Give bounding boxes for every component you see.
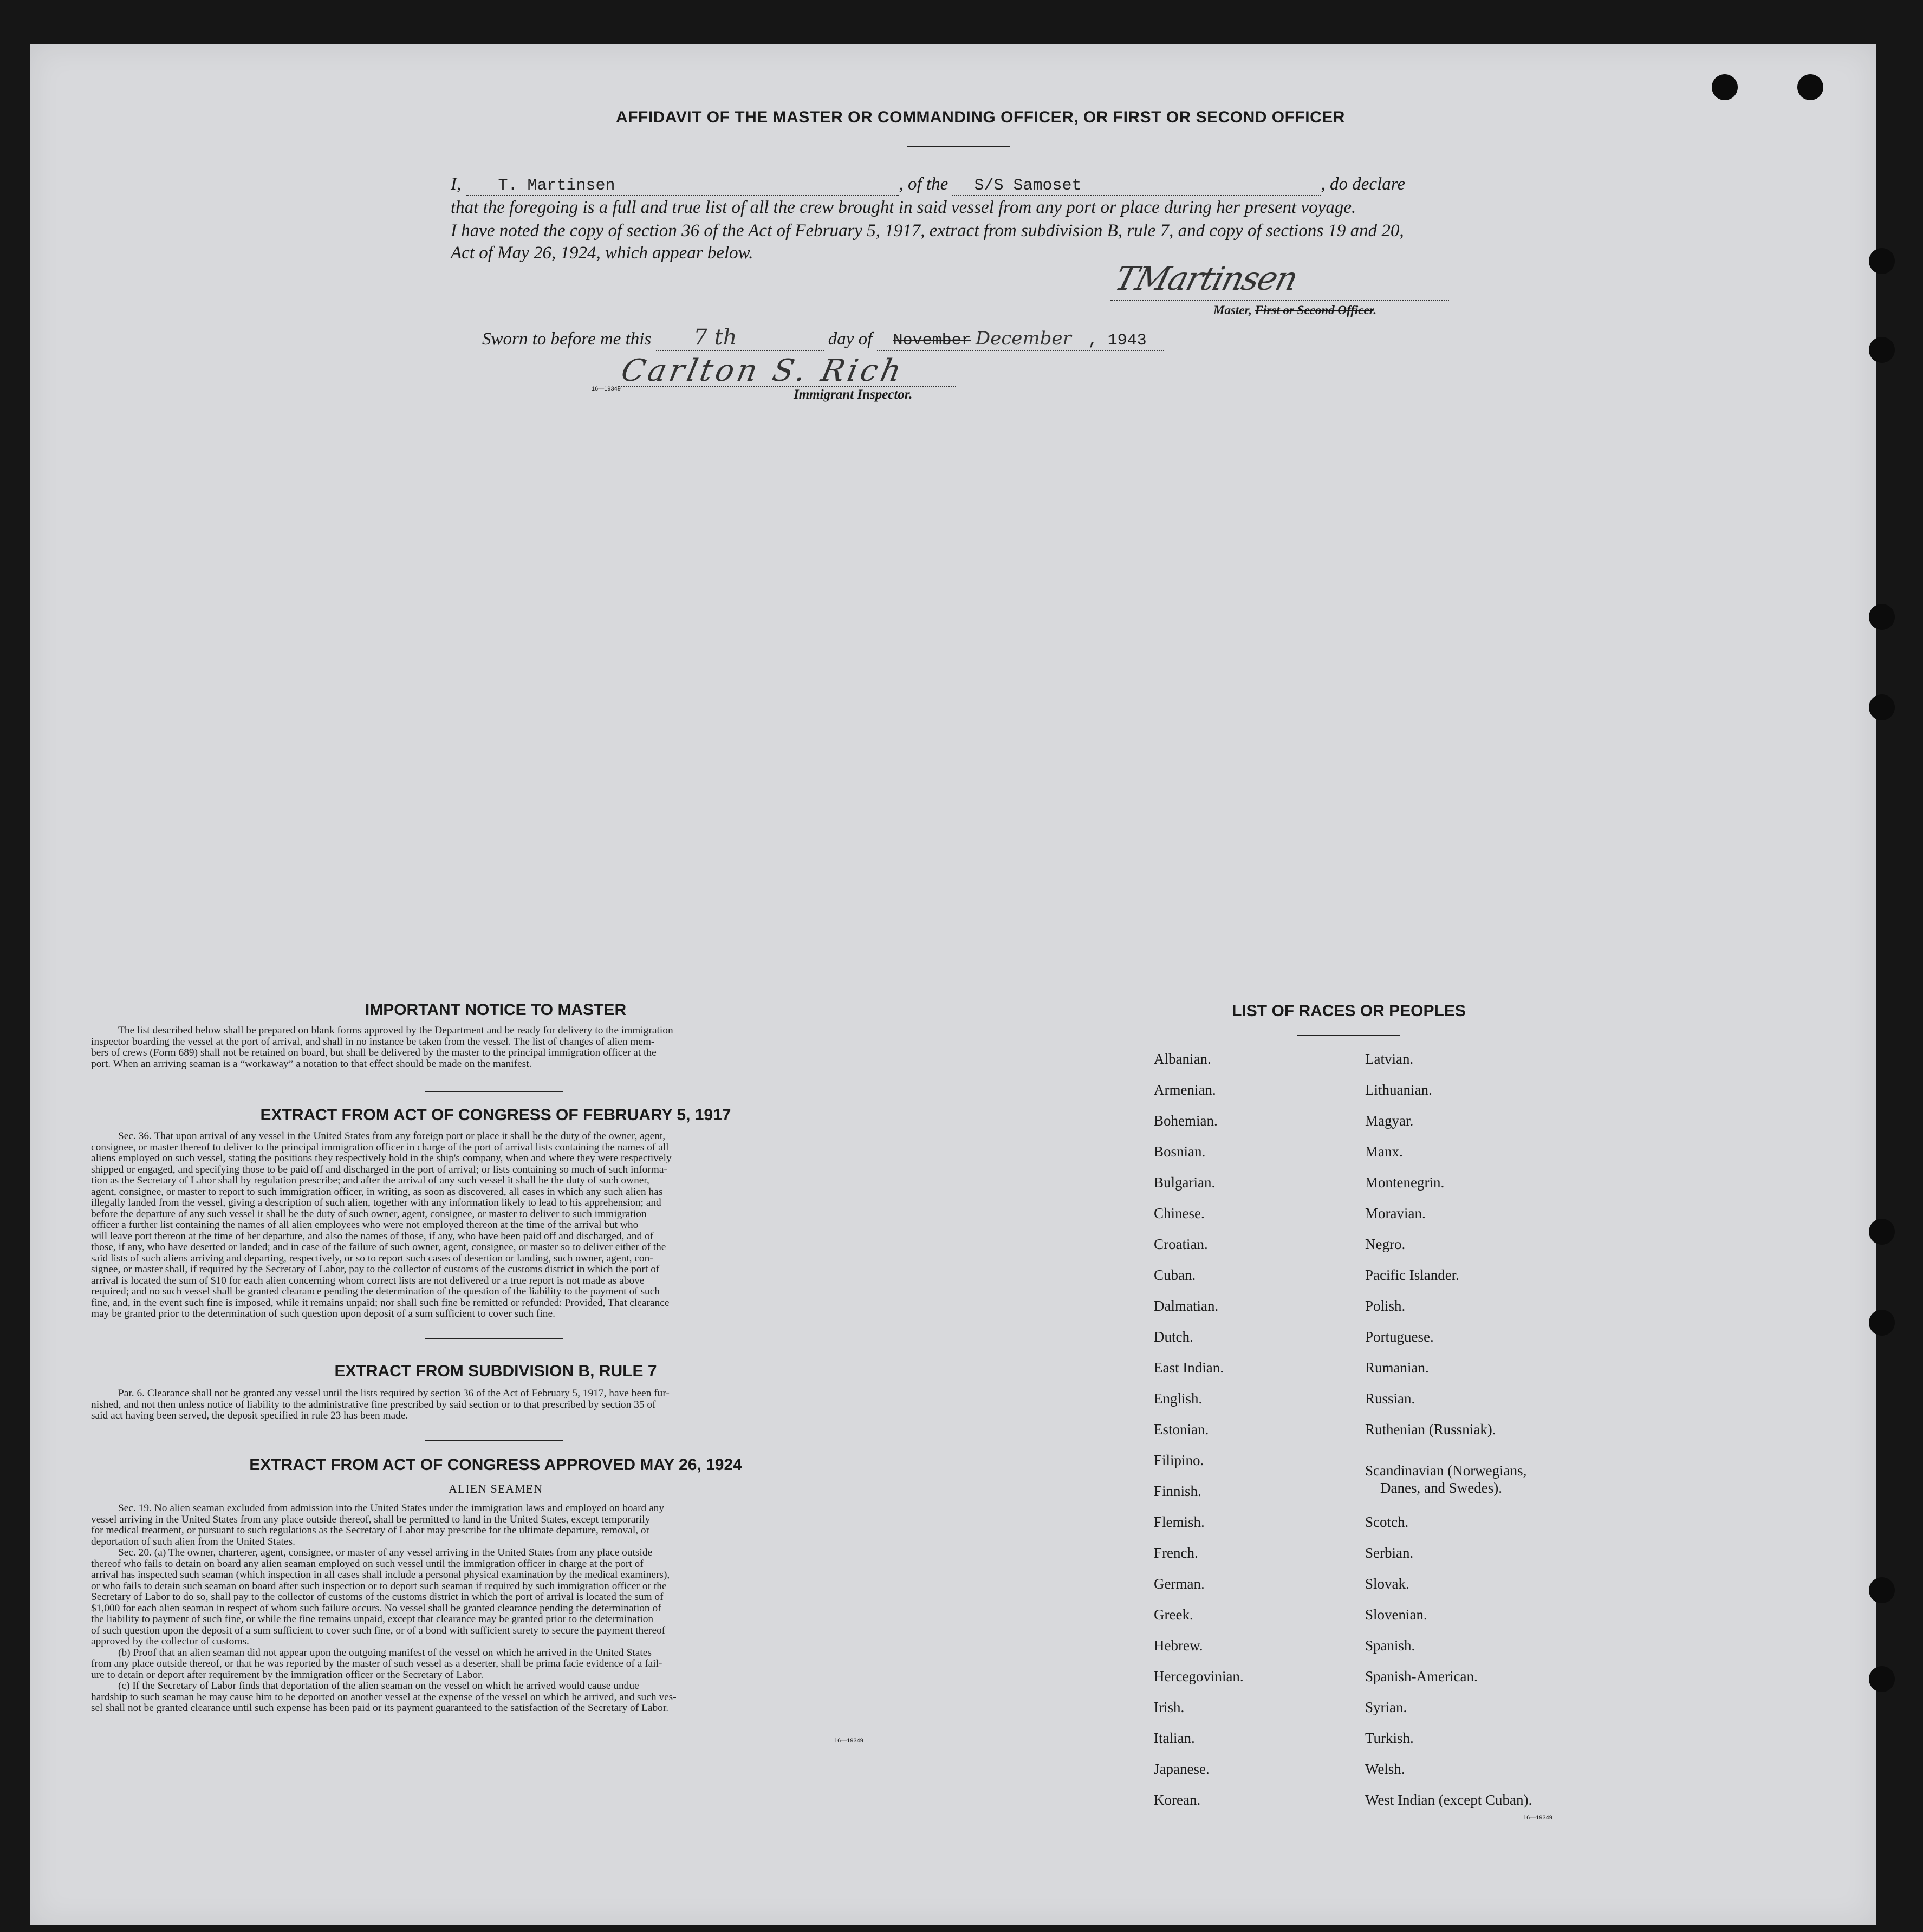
extract-1917-body — [91, 1131, 896, 1320]
form-number: 16—19349 — [834, 1738, 863, 1744]
line1-prefix: I, — [451, 174, 462, 194]
form-number: 16—19349 — [592, 386, 621, 392]
law-line: $1,000 for each alien seaman in respect of whom such failure occurs. No vessel shall be granted clearance pending the determination of — [91, 1602, 661, 1614]
punch-hole — [1869, 1310, 1895, 1336]
month-handwritten: December — [975, 328, 1071, 349]
law-line: signee, or master shall, if required by the Secretary of Labor, pay to the collector of customs of the customs district in which the port of — [91, 1264, 660, 1275]
law-line: Sec. 20. (a) The owner, charterer, agent, consignee, or master of any vessel arriving in the United States from any place outside — [118, 1547, 653, 1558]
race-item: Korean. — [1154, 1792, 1201, 1808]
signature-caption: Master, First or Second Officer. — [1213, 303, 1377, 317]
law-line: ure to detain or deport after requirement by the immigration officer or the Secretary of Labor. — [91, 1669, 484, 1681]
inspector-caption: Immigrant Inspector. — [794, 387, 913, 402]
race-item: Irish. — [1154, 1699, 1185, 1715]
inspector-signature: Carlton S. Rich — [618, 353, 908, 388]
law-line: for medical treatment, or pursuant to such regulations as the Secretary of Labor may prescribe for the ultimate departure, removal, or — [91, 1525, 650, 1536]
law-line: deportation of such alien from the United States. — [91, 1536, 295, 1547]
vessel-field — [952, 174, 1321, 196]
sworn-prefix: Sworn to before me this — [482, 329, 652, 349]
race-item: Syrian. — [1365, 1699, 1407, 1715]
extract-1924-body — [91, 1503, 896, 1714]
race-item: English. — [1154, 1390, 1203, 1407]
line1-mid: , of the — [899, 174, 948, 194]
law-line: agent, consignee, or master to report to such immigration officer, in writing, as soon as discovered, all cases in which any such alien has — [91, 1186, 663, 1198]
race-item: Serbian. — [1365, 1545, 1414, 1561]
law-line: hardship to such seaman he may cause him to be deported on another vessel at the expense of the vessel on which he arrived, and such ves- — [91, 1691, 677, 1703]
law-line: tion as the Secretary of Labor shall by regulation prescribe; and after the arrival of any such vessel it shall be the duty of such owner, — [91, 1175, 649, 1186]
race-item: Scandinavian (Norwegians, — [1365, 1462, 1527, 1479]
form-number: 16—19349 — [1523, 1814, 1552, 1821]
race-item: Russian. — [1365, 1390, 1415, 1407]
races-title: LIST OF RACES OR PEOPLES — [1232, 1002, 1466, 1020]
race-item: Bosnian. — [1154, 1143, 1206, 1160]
notice-title: IMPORTANT NOTICE TO MASTER — [365, 1001, 627, 1019]
month-struck: November — [893, 331, 971, 350]
struck-officer-text: First or Second Officer — [1255, 303, 1374, 317]
race-item: Armenian. — [1154, 1082, 1216, 1098]
sworn-day: 7 th — [693, 325, 737, 350]
subdivision-b-title: EXTRACT FROM SUBDIVISION B, RULE 7 — [334, 1362, 657, 1380]
law-line: from any place outside thereof, or that he was reported by the master of such vessel as a deserter, shall be prima facie evidence of a fail- — [91, 1658, 662, 1669]
law-line: (b) Proof that an alien seaman did not appear upon the outgoing manifest of the vessel on which he arrived in the United States — [118, 1647, 652, 1658]
race-item: Rumanian. — [1365, 1359, 1429, 1376]
law-line: those, if any, who have deserted or landed; and in case of the failure of such owner, agent, consignee, or master so to deliver either of the — [91, 1241, 666, 1253]
race-item: Polish. — [1365, 1298, 1406, 1314]
law-line: will leave port thereon at the time of her departure, and also the names of those, if any, who have been paid off and discharged, and of — [91, 1230, 654, 1242]
punch-hole — [1869, 1666, 1895, 1692]
race-item: German. — [1154, 1576, 1205, 1592]
law-line: said act having been served, the deposit specified in rule 23 has been made. — [91, 1410, 408, 1421]
law-line: may be granted prior to the determination of such question upon deposit of a sum sufficient to cover such fine. — [91, 1308, 555, 1319]
race-item: Bulgarian. — [1154, 1174, 1216, 1191]
race-item: Danes, and Swedes). — [1380, 1480, 1502, 1496]
punch-hole — [1797, 74, 1823, 100]
affidavit-line-2: that the foregoing is a full and true list of all the crew brought in said vessel from any port or place during her present voyage. — [451, 198, 1356, 217]
law-line: approved by the collector of customs. — [91, 1636, 249, 1647]
law-line: sel shall not be granted clearance until such expense has been paid or its payment guaranteed to the satisfaction of the Secretary of Labor. — [91, 1702, 669, 1714]
race-item: Hercegovinian. — [1154, 1668, 1244, 1684]
signature-line — [1110, 300, 1449, 301]
master-name: T. Martinsen — [498, 177, 615, 195]
race-item: Spanish. — [1365, 1637, 1415, 1654]
race-item: Portuguese. — [1365, 1329, 1434, 1345]
race-item: Croatian. — [1154, 1236, 1208, 1252]
law-line: thereof who fails to detain on board any alien seaman employed on such vessel until the immigration officer in charge at the port of — [91, 1558, 644, 1570]
notice-line: bers of crews (Form 689) shall not be retained on board, but shall be delivered by the master to the principal immigration officer at the — [91, 1047, 657, 1058]
line1-suffix: , do declare — [1321, 174, 1405, 194]
race-item: Negro. — [1365, 1236, 1406, 1252]
race-item: Scotch. — [1365, 1514, 1409, 1530]
alien-seamen-subtitle: ALIEN SEAMEN — [449, 1482, 543, 1495]
race-item: Japanese. — [1154, 1761, 1210, 1777]
sworn-mid: day of — [828, 329, 873, 349]
vessel-name: S/S Samoset — [974, 177, 1082, 195]
master-name-field — [466, 174, 899, 196]
master-signature: TMartinsen — [1110, 260, 1302, 298]
race-item: Albanian. — [1154, 1051, 1211, 1067]
race-item: Manx. — [1365, 1143, 1403, 1160]
race-item: Latvian. — [1365, 1051, 1414, 1067]
law-line: required; and no such vessel shall be granted clearance pending the determination of the question of the liability to the payment of such — [91, 1286, 660, 1297]
race-item: Slovak. — [1365, 1576, 1409, 1592]
law-line: arrival is located the sum of $10 for each alien concerning whom correct lists are not delivered or a true report is not made as above — [91, 1274, 645, 1286]
race-item: Slovenian. — [1365, 1606, 1427, 1623]
subdivision-b-body — [91, 1388, 896, 1422]
law-line: before the departure of any such vessel it shall be the duty of such owner, agent, consignee, or master to deliver to such immigration — [91, 1208, 647, 1220]
section-divider — [425, 1440, 563, 1441]
punch-hole — [1869, 248, 1895, 274]
law-line: the liability to payment of such fine, or while the fine remains unpaid, except that clearance may be granted prior to the determination — [91, 1614, 654, 1625]
law-line: officer a further list containing the names of all alien employees who were not employed thereon at the time of the arrival but who — [91, 1219, 639, 1231]
section-divider — [425, 1091, 563, 1092]
race-item: Ruthenian (Russniak). — [1365, 1421, 1496, 1437]
races-divider — [1297, 1035, 1400, 1036]
race-item: Italian. — [1154, 1730, 1195, 1746]
punch-hole — [1712, 74, 1738, 100]
race-item: Pacific Islander. — [1365, 1267, 1459, 1283]
law-line: Secretary of Labor to do so, shall pay to the collector of customs of the customs district in which the port of arrival is located the sum of — [91, 1591, 664, 1603]
race-item: Chinese. — [1154, 1205, 1205, 1221]
section-divider — [425, 1338, 563, 1339]
race-item: West Indian (except Cuban). — [1365, 1792, 1532, 1808]
race-item: Turkish. — [1365, 1730, 1414, 1746]
race-item: Lithuanian. — [1365, 1082, 1432, 1098]
race-item: Hebrew. — [1154, 1637, 1203, 1654]
sworn-day-field — [656, 325, 824, 351]
race-item: Flemish. — [1154, 1514, 1205, 1530]
title-divider — [907, 146, 1010, 147]
race-item: Bohemian. — [1154, 1113, 1218, 1129]
notice-line: port. When an arriving seaman is a “workaway” a notation to that effect should be made on the manifest. — [91, 1058, 532, 1070]
race-item: Magyar. — [1365, 1113, 1414, 1129]
law-line: Par. 6. Clearance shall not be granted any vessel until the lists required by section 36 of the Act of February 5, 1917, have been fur- — [118, 1388, 670, 1399]
law-line: fine, and, in the event such fine is imposed, while it remains unpaid; nor shall such fine be remitted or refunded: Provided, That clearance — [91, 1297, 670, 1309]
notice-line: The list described below shall be prepared on blank forms approved by the Department and be ready for delivery to the immigration — [118, 1025, 673, 1036]
law-line: (c) If the Secretary of Labor finds that deportation of the alien seaman on the vessel on which he arrived would cause undue — [118, 1680, 639, 1692]
notice-line: inspector boarding the vessel at the port of arrival, and shall in no instance be taken from the vessel. The list of changes of alien mem- — [91, 1036, 655, 1048]
punch-hole — [1869, 337, 1895, 363]
punch-hole — [1869, 1219, 1895, 1245]
law-line: Sec. 36. That upon arrival of any vessel in the United States from any foreign port or place it shall be the duty of the owner, agent, — [118, 1130, 666, 1142]
law-line: illegally landed from the vessel, giving a description of such alien, together with any information likely to lead to his apprehension; and — [91, 1197, 661, 1208]
law-line: vessel arriving in the United States from any place outside thereof, shall be permitted to land in the United States, except temporarily — [91, 1513, 651, 1525]
notice-paragraph — [91, 1025, 896, 1070]
race-item: Cuban. — [1154, 1267, 1196, 1283]
race-item: Estonian. — [1154, 1421, 1209, 1437]
law-line: Sec. 19. No alien seaman excluded from admission into the United States under the immigration laws and employed on board any — [118, 1502, 665, 1514]
extract-1924-title: EXTRACT FROM ACT OF CONGRESS APPROVED MAY 26, 1924 — [249, 1456, 742, 1474]
law-line: or who fails to detain such seaman on board after such inspection or to deport such seaman if required by such immigration officer or the — [91, 1580, 667, 1592]
law-line: aliens employed on such vessel, stating the positions they respectively hold in the ship's company, when and where they were respectively — [91, 1153, 672, 1164]
punch-hole — [1869, 1577, 1895, 1603]
affidavit-line-1 — [451, 174, 1405, 196]
law-line: shipped or engaged, and specifying those to be paid off and discharged in the port of arrival; or lists containing so much of such informa- — [91, 1163, 667, 1175]
affidavit-line-4: Act of May 26, 1924, which appear below. — [451, 243, 753, 263]
race-item: Dutch. — [1154, 1329, 1193, 1345]
race-item: Filipino. — [1154, 1452, 1204, 1468]
race-item: Welsh. — [1365, 1761, 1405, 1777]
inspector-line — [618, 386, 956, 387]
punch-hole — [1869, 694, 1895, 720]
race-item: Spanish-American. — [1365, 1668, 1478, 1684]
affidavit-title: AFFIDAVIT OF THE MASTER OR COMMANDING OFFICER, OR FIRST OR SECOND OFFICER — [616, 108, 1345, 126]
race-item: Finnish. — [1154, 1483, 1201, 1499]
punch-hole — [1869, 604, 1895, 630]
race-item: Moravian. — [1365, 1205, 1426, 1221]
law-line: of such question upon the deposit of a sum sufficient to cover such fine, or of a bond with sufficient surety to secure the payment thereof — [91, 1624, 666, 1636]
race-item: Greek. — [1154, 1606, 1193, 1623]
race-item: French. — [1154, 1545, 1198, 1561]
affidavit-line-3: I have noted the copy of section 36 of the Act of February 5, 1917, extract from subdivision B, rule 7, and copy of sections 19 and 20, — [451, 221, 1404, 240]
extract-1917-title: EXTRACT FROM ACT OF CONGRESS OF FEBRUARY 5, 1917 — [260, 1106, 731, 1124]
year: , 1943 — [1088, 331, 1147, 350]
sworn-line — [482, 325, 1223, 351]
law-line: nished, and not then unless notice of liability to the administrative fine prescribed by said section or to that prescribed by section 35 of — [91, 1398, 656, 1410]
law-line: said lists of such aliens arriving and departing, respectively, or so to report such cases of desertion or landing, such owner, agent, con- — [91, 1252, 653, 1264]
law-line: consignee, or master thereof to deliver to the principal immigration officer in charge of the port of arrival lists containing the names of all — [91, 1141, 669, 1153]
race-item: Montenegrin. — [1365, 1174, 1445, 1191]
law-line: arrival has inspected such seaman (which inspection in all cases shall include a personal physical examination by the medical examiners), — [91, 1569, 670, 1580]
race-item: Dalmatian. — [1154, 1298, 1219, 1314]
race-item: East Indian. — [1154, 1359, 1224, 1376]
